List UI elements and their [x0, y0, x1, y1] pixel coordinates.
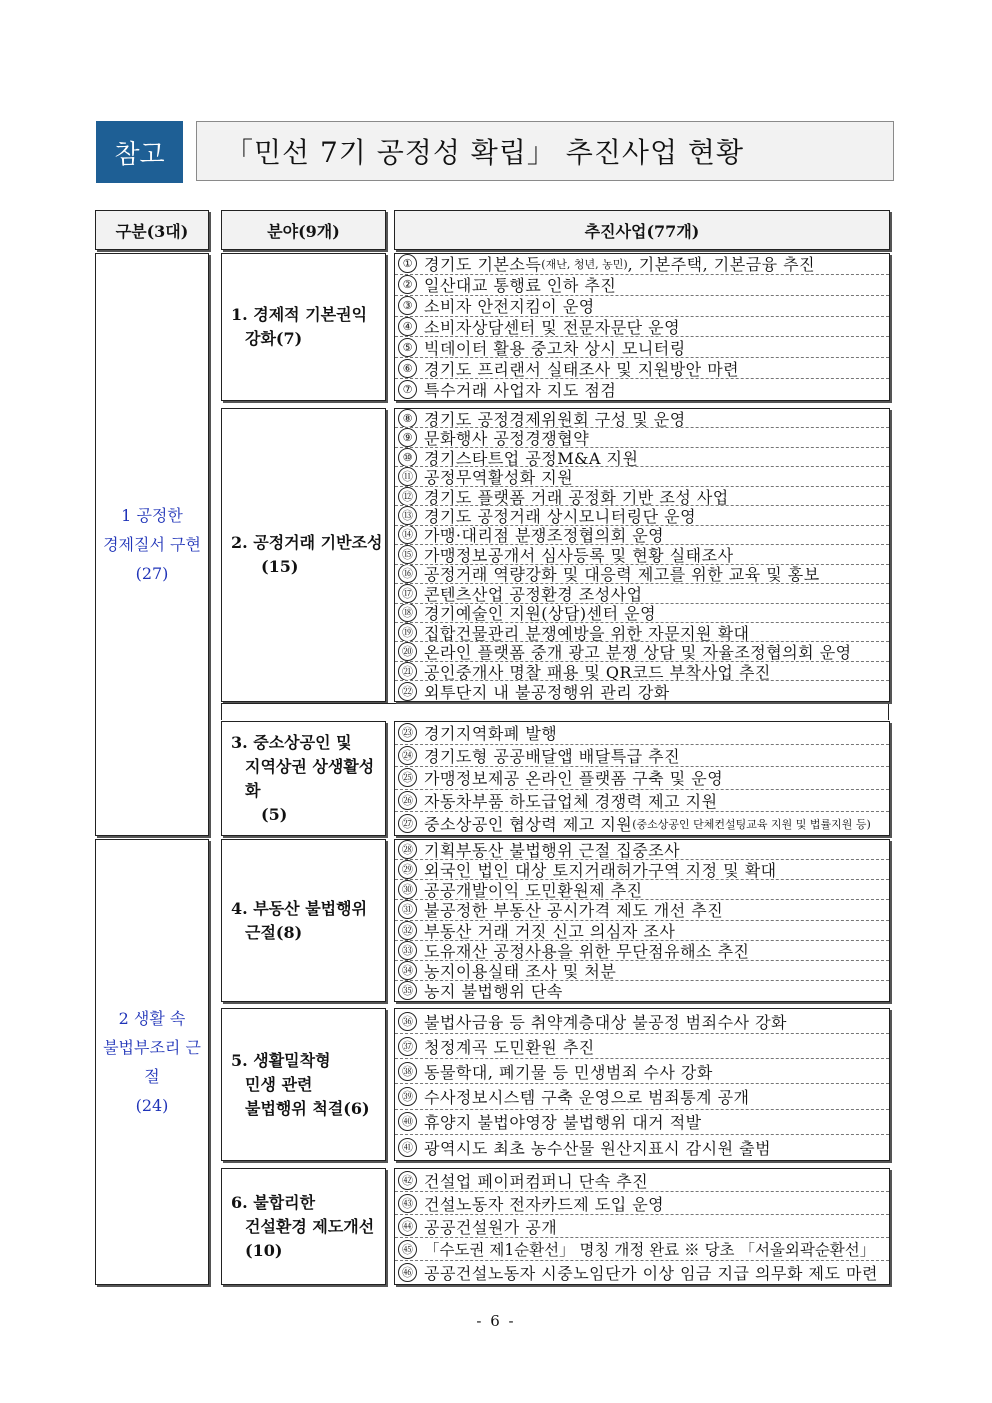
item-text: 경기스타트업 공정M&A 지원 — [424, 448, 639, 468]
item-number: ⑩ — [398, 448, 417, 467]
item-number: ㉒ — [398, 682, 417, 701]
project-item — [395, 1192, 889, 1215]
project-item — [395, 1084, 889, 1109]
field-name: 6. 불합리한 — [231, 1192, 316, 1212]
item-text: 경기도 기본소득 — [424, 255, 542, 275]
project-item — [395, 921, 889, 941]
item-text: 동물학대, 폐기물 등 민생범죄 수사 강화 — [424, 1062, 713, 1082]
item-text: 공인중개사 명찰 패용 및 QR코드 부착사업 추진 — [424, 662, 771, 682]
item-number: ⑥ — [398, 359, 417, 378]
field-name: 불법행위 척결(6) — [245, 1098, 370, 1118]
item-note: (중소상공인 단체컨설팅교육 지원 및 법률지원 등) — [632, 817, 871, 831]
item-text: 가맹정보제공 온라인 플랫폼 구축 및 운영 — [424, 769, 724, 789]
project-item — [395, 1034, 889, 1059]
page-title-text: 「민선 7기 공정성 확립」 추진사업 현황 — [225, 136, 744, 169]
item-text: 특수거래 사업자 지도 점검 — [424, 380, 617, 400]
item-number: ⑫ — [398, 487, 417, 506]
item-text: 농지이용실태 조사 및 처분 — [424, 961, 617, 981]
project-item — [395, 1238, 889, 1261]
item-text: 수사정보시스템 구축 운영으로 범죄통계 공개 — [424, 1088, 750, 1108]
item-text: 불법사금융 등 취약계층대상 불공정 범죄수사 강화 — [424, 1012, 788, 1032]
field-name: 4. 부동산 불법행위 — [231, 898, 368, 918]
item-text: 농지 불법행위 단속 — [424, 982, 563, 1001]
project-item — [395, 545, 889, 564]
category-daily-life — [95, 839, 209, 1285]
project-item — [395, 767, 889, 790]
project-item — [395, 428, 889, 447]
item-number: ㊵ — [398, 1112, 417, 1131]
field-name: (10) — [245, 1240, 283, 1260]
field-name: 민생 관련 — [245, 1074, 313, 1094]
item-number: ⑨ — [398, 428, 417, 447]
field-1 — [221, 253, 386, 401]
item-number: ⑭ — [398, 526, 417, 545]
field-3 — [221, 721, 386, 836]
item-number: ① — [398, 254, 417, 273]
item-text: 공정무역활성화 지원 — [424, 468, 574, 487]
item-number: ㉕ — [398, 768, 417, 787]
item-number: ㊷ — [398, 1171, 417, 1190]
item-text: 콘텐츠산업 공정환경 조성사업 — [424, 584, 643, 604]
item-text: 광역시도 최초 농수산물 원산지표시 감시원 출범 — [424, 1138, 772, 1158]
item-text: 경기도 프리랜서 실태조사 및 지원방안 마련 — [424, 359, 740, 379]
item-text: 공정거래 역량강화 및 대응력 제고를 위한 교육 및 홍보 — [424, 565, 820, 585]
item-number: ㉖ — [398, 791, 417, 810]
project-item — [395, 565, 889, 584]
project-item — [395, 1169, 889, 1192]
item-text: 빅데이터 활용 중고차 상시 모니터링 — [424, 338, 686, 358]
category-fair-economy — [95, 253, 209, 836]
item-text: 가맹정보공개서 심사등록 및 현황 실태조사 — [424, 545, 734, 565]
item-number: ㉝ — [398, 941, 417, 960]
item-number: ㉞ — [398, 961, 417, 980]
project-item — [395, 526, 889, 545]
item-number: ㉙ — [398, 860, 417, 879]
project-item — [395, 722, 889, 745]
reference-tag: 참고 — [96, 121, 183, 183]
item-text: 소비자 안전지킴이 운영 — [424, 297, 595, 317]
item-text: 경기지역화폐 발행 — [424, 724, 558, 744]
project-item — [395, 840, 889, 860]
project-group-4 — [394, 839, 890, 1002]
project-group-3 — [394, 721, 890, 836]
item-text: 불공정한 부동산 공시가격 제도 개선 추진 — [424, 901, 724, 921]
item-note: (재난, 청년, 농민) — [541, 257, 628, 271]
field-name: 1. 경제적 기본권익 — [231, 305, 368, 324]
item-text: 외국인 법인 대상 토지거래허가구역 지정 및 확대 — [424, 861, 777, 881]
project-item — [395, 254, 889, 275]
item-text: 경기도 플랫폼 거래 공정화 기반 조성 사업 — [424, 487, 729, 507]
item-number: ㊶ — [398, 1138, 417, 1157]
category-count: (27) — [135, 564, 169, 583]
project-item — [395, 981, 889, 1001]
item-text: 청정계곡 도민환원 추진 — [424, 1037, 595, 1057]
item-number: ㉜ — [398, 921, 417, 940]
header-project: 추진사업(77개) — [394, 210, 890, 250]
item-number: ④ — [398, 317, 417, 336]
project-item — [395, 358, 889, 379]
item-number: ⑤ — [398, 338, 417, 357]
field-name: 강화(7) — [245, 329, 303, 348]
field-name: 근절(8) — [245, 922, 303, 942]
item-number: ⑬ — [398, 506, 417, 525]
project-item — [395, 681, 889, 700]
item-number: ㉔ — [398, 746, 417, 765]
category-label: 경제질서 구현 — [103, 535, 201, 554]
project-item — [395, 1059, 889, 1084]
item-number: ⑲ — [398, 623, 417, 642]
project-item — [395, 1261, 889, 1284]
item-number: ㊻ — [398, 1263, 417, 1282]
item-number: ⑯ — [398, 565, 417, 584]
project-item — [395, 1009, 889, 1034]
category-count: (24) — [135, 1096, 169, 1115]
item-text: 경기도 공정거래 상시모니터링단 운영 — [424, 507, 697, 526]
project-item — [395, 1215, 889, 1238]
project-item — [395, 745, 889, 768]
item-number: ㉚ — [398, 880, 417, 899]
project-item — [395, 1110, 889, 1135]
item-number: ㊲ — [398, 1037, 417, 1056]
project-item — [395, 790, 889, 813]
project-group-1 — [394, 253, 890, 401]
project-item — [395, 860, 889, 880]
header-field: 분야(9개) — [221, 210, 386, 250]
item-number: ㉘ — [398, 840, 417, 859]
item-text: 경기도 공정경제위원회 구성 및 운영 — [424, 409, 686, 429]
item-number: ㉓ — [398, 723, 417, 742]
project-item — [395, 961, 889, 981]
item-text: 가맹·대리점 분쟁조정협의회 운영 — [424, 526, 665, 546]
field-name: (15) — [261, 557, 299, 576]
project-item — [395, 642, 889, 661]
item-text: 기획부동산 불법행위 근절 집중조사 — [424, 841, 681, 861]
item-number: ③ — [398, 296, 417, 315]
item-number: ⑳ — [398, 642, 417, 661]
category-label: 불법부조리 근절 — [103, 1038, 201, 1086]
project-item — [395, 448, 889, 467]
category-label: 1 공정한 — [121, 506, 183, 525]
project-item — [395, 900, 889, 920]
field-4 — [221, 839, 386, 1002]
item-text: 경기도형 공공배달앱 배달특급 추진 — [424, 746, 681, 766]
item-text: 부동산 거래 거짓 신고 의심자 조사 — [424, 921, 676, 941]
project-item — [395, 337, 889, 358]
item-text: 중소상공인 협상력 제고 지원 — [424, 815, 633, 835]
project-item — [395, 379, 889, 400]
item-text-rest: , 기본주택, 기본금융 추진 — [627, 255, 816, 275]
item-text: 외투단지 내 불공정행위 관리 강화 — [424, 682, 670, 701]
field-5 — [221, 1008, 386, 1161]
page-number: - 6 - — [476, 1312, 516, 1330]
item-text: 문화행사 공정경쟁협약 — [424, 429, 590, 448]
project-item — [395, 296, 889, 317]
project-item — [395, 467, 889, 486]
project-item — [395, 623, 889, 642]
field-name: (5) — [261, 804, 288, 824]
project-item — [395, 812, 889, 835]
header-category: 구분(3대) — [95, 210, 209, 250]
field-name: 3. 중소상공인 및 — [231, 732, 352, 752]
item-text: 온라인 플랫폼 중개 광고 분쟁 상담 및 자율조정협의회 운영 — [424, 643, 852, 662]
item-number: ㉗ — [398, 814, 417, 833]
item-text: 일산대교 통행료 인하 추진 — [424, 276, 617, 296]
item-number: ⑰ — [398, 584, 417, 603]
item-number: ⑱ — [398, 604, 417, 623]
project-item — [395, 662, 889, 681]
item-number: ⑪ — [398, 467, 417, 486]
item-number: ㊺ — [398, 1240, 417, 1259]
page-title — [196, 121, 894, 181]
item-text: 「수도권 제1순환선」 명칭 개정 완료 ※ 당초 「서울외곽순환선」 — [424, 1241, 876, 1259]
field-name: 2. 공정거래 기반조성 — [231, 533, 383, 552]
item-text: 소비자상담센터 및 전문자문단 운영 — [424, 317, 681, 337]
item-text: 도유재산 공정사용을 위한 무단점유해소 추진 — [424, 941, 750, 961]
item-number: ㊸ — [398, 1194, 417, 1213]
item-text: 건설노동자 전자카드제 도입 운영 — [424, 1194, 665, 1214]
item-number: ㉟ — [398, 981, 417, 1000]
field-6 — [221, 1168, 386, 1285]
project-item — [395, 409, 889, 428]
project-item — [395, 941, 889, 961]
item-number: ㊹ — [398, 1217, 417, 1236]
item-text: 자동차부품 하도급업체 경쟁력 제고 지원 — [424, 792, 718, 812]
item-number: ㊱ — [398, 1012, 417, 1031]
project-item — [395, 604, 889, 623]
project-item — [395, 880, 889, 900]
item-text: 경기예술인 지원(상담)센터 운영 — [424, 604, 657, 623]
item-text: 공공건설원가 공개 — [424, 1217, 558, 1237]
item-number: ㊴ — [398, 1087, 417, 1106]
item-text: 집합건물관리 분쟁예방을 위한 자문지원 확대 — [424, 623, 750, 643]
project-group-5 — [394, 1008, 890, 1161]
project-group-6 — [394, 1168, 890, 1285]
item-number: ㉛ — [398, 900, 417, 919]
blank-row — [221, 703, 889, 720]
project-item — [395, 584, 889, 603]
field-name: 5. 생활밀착형 — [231, 1050, 331, 1070]
project-item — [395, 317, 889, 338]
item-number: ⑮ — [398, 545, 417, 564]
item-number: ② — [398, 275, 417, 294]
category-label: 2 생활 속 — [118, 1009, 186, 1028]
item-text: 휴양지 불법야영장 불법행위 대거 적발 — [424, 1113, 702, 1133]
item-number: ⑧ — [398, 409, 417, 428]
item-text: 공공건설노동자 시중노임단가 이상 임금 지급 의무화 제도 마련 — [424, 1264, 878, 1283]
project-group-2 — [394, 408, 890, 702]
item-number: ㉑ — [398, 662, 417, 681]
project-item — [395, 1135, 889, 1160]
field-name: 건설환경 제도개선 — [245, 1216, 375, 1236]
item-text: 건설업 페이퍼컴퍼니 단속 추진 — [424, 1171, 649, 1191]
item-text: 공공개발이익 도민환원제 추진 — [424, 881, 643, 901]
project-item — [395, 275, 889, 296]
field-2 — [221, 408, 386, 702]
project-item — [395, 506, 889, 525]
project-item — [395, 487, 889, 506]
item-number: ⑦ — [398, 380, 417, 399]
field-name: 지역상권 상생활성화 — [245, 756, 375, 800]
item-number: ㊳ — [398, 1062, 417, 1081]
